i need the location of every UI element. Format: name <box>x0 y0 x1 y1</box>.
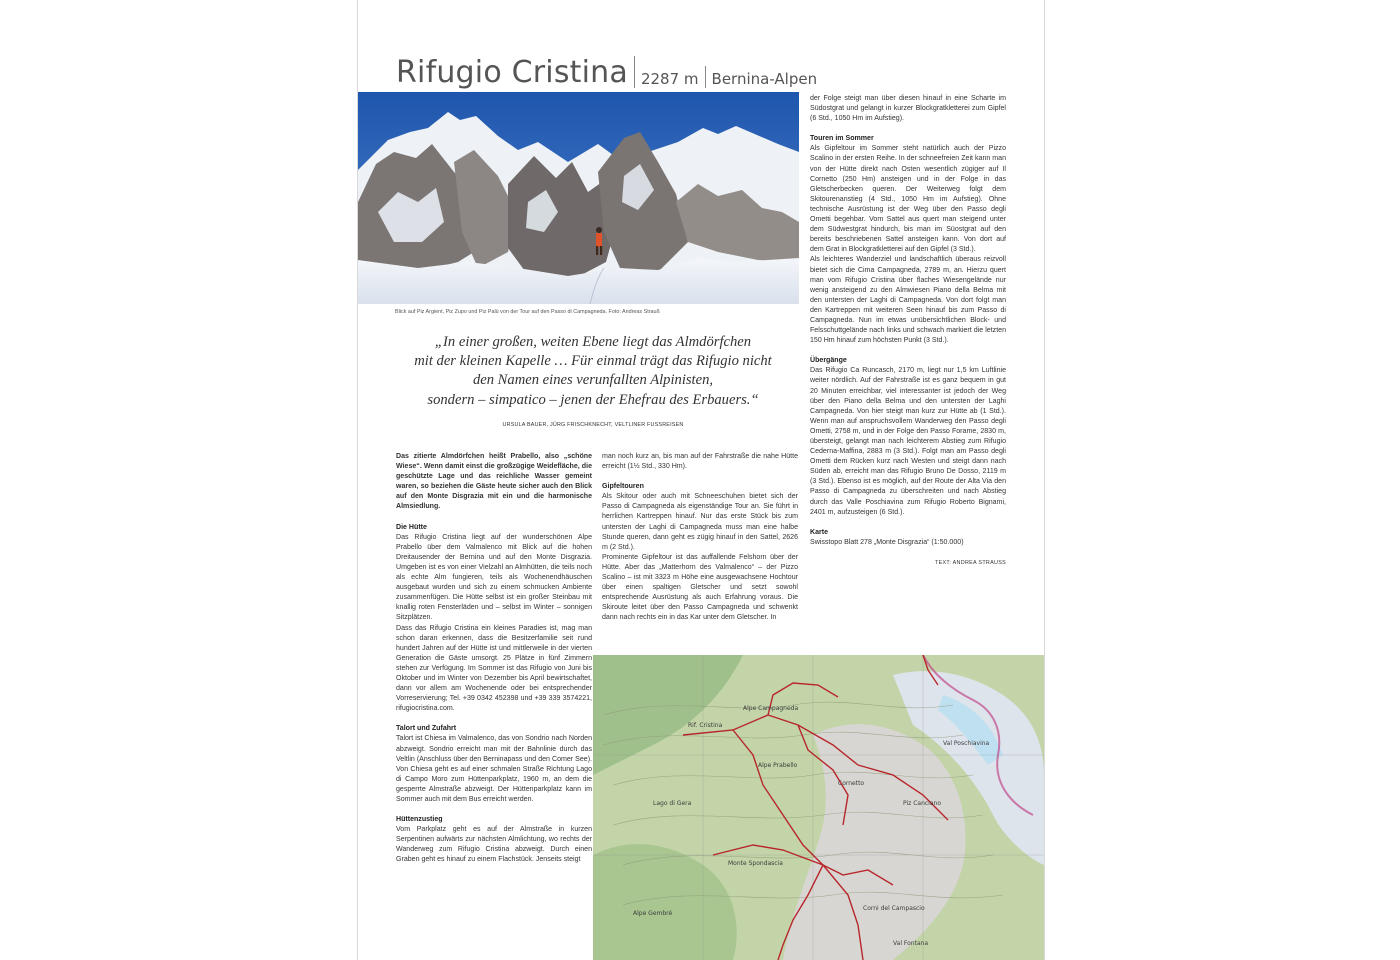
text-credit: TEXT: ANDREA STRAUSS <box>934 559 1006 566</box>
page-title: Rifugio Cristina <box>396 55 628 90</box>
body-paragraph: Als Gipfeltour im Sommer steht natürlich auch der Pizzo Scalino in der ersten Reihe. In der schneefreien Zeit kann man von der Hütte direkt nach Osten wesentlich zügiger auf Il Cornetto (250 Hm) ansteigen und in der Folge in das Gletscherbecken queren. Der Weiterweg folgt dem Skitourenanstieg (4 Std., 1050 Hm im Aufstieg). Ohne technische Ausrüstung ist der Weg über den Passo degli Ometti begehbar. Vom Sattel aus quert man steigend unter dem Südwestgrat hindurch, bis man im Süostgrat auf den bereits beschriebenen Sattel ansteigen kann. Von dort auf dem Grat in Blockgratkletterei auf den Gipfel (3 Std.). <box>810 145 1006 254</box>
quote-line: „In einer großen, weiten Ebene liegt das Almdörfchen <box>434 334 752 350</box>
map-label: Alpe Prabello <box>758 762 798 769</box>
body-paragraph: Als leichteres Wanderziel und landschaftlich überaus reizvoll bietet sich die Cima Campagneda, 2789 m, an. Hierzu quert man vom Rifugio Cristina über flaches Wiesengelände nur wenig ansteigend zu den Almwiesen Piano della Belma mit den untersten der Laghi di Campagneda. Von dort folgt man den Kartreppen mit weiteren Seen hinauf bis zum Passo di Campagneda. Nun im etwas unübersichtlichen Block- und Felsschuttgelände nach links und schwach markiert die letzten 150 Hm hinauf zum höchsten Punkt (3 Std.). <box>810 256 1006 345</box>
region-label: Bernina-Alpen <box>711 70 818 88</box>
section-heading: Karte <box>810 528 829 536</box>
map-label: Val Fontana <box>893 940 929 947</box>
text-column-2 <box>602 452 798 624</box>
map-label: Val Poschiavina <box>943 740 990 747</box>
text-column-1 <box>396 452 592 866</box>
body-paragraph: Talort ist Chiesa im Valmalenco, das von Sondrio nach Norden abzweigt. Sondrio erreicht man mit der Bahnlinie durch das Veltlin (Anschluss über den Berninapass und den Comer See). Von Chiesa geht es auf einer schmalen Straße Richtung Lago di Campo Moro zum Hüttenparkplatz, 1960 m, an dem die gesperrte Almstraße abzweigt. Der Hüttenparkplatz kann im Sommer auch mit dem Bus erreicht werden. <box>396 735 592 803</box>
section-heading: Gipfeltouren <box>602 483 644 491</box>
body-paragraph: Dass das Rifugio Cristina ein kleines Paradies ist, mag man schon daran erkennen, dass die Besitzerfamilie seit rund hundert Jahren auf der Hütte ist und mittlerweile in der vierten Generation die Gäste umsorgt. 25 Plätze in fünf Zimmern stehen zur Verfügung. Im Sommer ist das Rifugio von Juni bis Oktober und im Winter von Dezember bis April bewirtschaftet, dann vor allem am Wochenende oder bei entsprechender Vorreservierung; Tel. +39 0342 452398 und +39 339 3574221, rifugiocristina.com. <box>396 624 592 713</box>
title-divider <box>705 66 706 88</box>
map-label: Piz Canciano <box>903 800 941 807</box>
quote-line: den Namen eines verunfallten Alpinisten, <box>472 372 714 389</box>
map-label: Lago di Gera <box>653 800 692 807</box>
page-header <box>396 46 817 90</box>
body-paragraph: Swisstopo Blatt 278 „Monte Disgrazia“ (1:50.000) <box>810 538 964 546</box>
body-paragraph: Vom Parkplatz geht es auf der Almstraße in kurzen Serpentinen aufwärts zur nächsten Almlichtung, wo rechts der Wanderweg zum Rifugio Cristina abzweigt. Durch einen Graben geht es hinauf zu einem Flachstück. Jenseits steigt <box>396 826 592 864</box>
mountain-photo <box>358 92 799 304</box>
title-divider <box>634 56 635 88</box>
section-heading: Die Hütte <box>396 523 427 531</box>
quote-line: mit der kleinen Kapelle … Für einmal trägt das Rifugio nicht <box>414 353 772 370</box>
body-paragraph: Das Rifugio Ca Runcasch, 2170 m, liegt nur 1,5 km Luftlinie weiter nördlich. Auf der Fahrstraße ist es ganz bequem in gut 20 Minuten erreichbar, viel interessanter ist jedoch der Weg über den Piano della Belma und den untersten der Laghi Campagneda. Von hier steigt man kurz zur Hütte ab (1 Std.). Wenn man auf anspruchsvollem Wanderweg den Passo degli Ometti, 2758 m, und in der Folge den Passo Forame, 2830 m, übersteigt, gelangt man nach leichterem Abstieg zum Rifugio Cederna-Maffina, 2883 m (3 Std.). Folgt man am Passo degli Ometti dem Rücken kurz nach Westen und steigt dann nach Süden ab, erreicht man das Rifugio Bruno De Dosso, 2119 m (3 Std.). Ebenso ist es möglich, auf der Route der Alta Via den Passo di Campagneda zu überschreiten und nach Abstieg durch das Valle Poschiavina zum Rifugio Roberto Bignami, 2401 m, aufzusteigen (6 Std.). <box>810 367 1006 516</box>
altitude-label: 2287 m <box>640 70 699 88</box>
map-label: Rif. Cristina <box>688 722 723 729</box>
map-label: Alpe Campagneda <box>743 705 799 712</box>
map-label: Monte Spondascia <box>728 860 783 867</box>
section-heading: Touren im Sommer <box>810 135 874 143</box>
map-label: Corni del Campascio <box>863 905 925 912</box>
magazine-page <box>357 0 1045 960</box>
map-label: Cornetto <box>838 780 865 787</box>
body-paragraph: der Folge steigt man über diesen hinauf in eine Scharte im Südostgrat und gelangt in kurzer Blockgratkletterei zum Gipfel (6 Std., 1050 Hm im Aufstieg). <box>810 95 1006 123</box>
section-heading: Talort und Zufahrt <box>396 725 457 733</box>
lead-paragraph: Das zitierte Almdörfchen heißt Prabello, also „schöne Wiese“. Wenn damit einst die großzügige Weidefläche, die geschützte Lage und das reichliche Wasser gemeint waren, so beziehen die Gäste heute sicher auch den Blick auf den Monte Disgrazia mit ein und die harmonische Almsiedlung. <box>396 453 592 511</box>
text-column-3 <box>810 94 1006 568</box>
body-paragraph: Das Rifugio Cristina liegt auf der wunderschönen Alpe Prabello über dem Valmalenco mit Blick auf die hohen Dreitausender der Bernina und auf den Monte Disgrazia. Umgeben ist es von einer Vielzahl an Almhütten, die teils noch als echte Alm fungieren, teils als Wochenendhäuschen ausgebaut wurden und sich zu einem schmucken Ambiente zusammenfügen. Die Hütte selbst ist ein großer Steinbau mit knallig roten Fensterläden und – selbst im Winter – sonnigen Sitzplätzen. <box>396 533 592 622</box>
quote-line: sondern – simpatico – jenen der Ehefrau des Erbauers.“ <box>427 391 759 408</box>
topographic-map <box>593 655 1044 960</box>
section-heading: Hüttenzustieg <box>396 816 443 824</box>
map-label: Alpe Gembré <box>633 910 673 917</box>
pull-quote <box>378 333 808 410</box>
quote-author: URSULA BAUER, JÜRG FRISCHKNECHT, VELTLINER FUSSREISEN <box>502 422 684 428</box>
body-paragraph: Als Skitour oder auch mit Schneeschuhen bietet sich der Passo di Campagneda als eigenständige Tour an. Sie führt in herrlichen Kartreppen hinauf. Nur das erste Stück bis zum untersten der Laghi di Campagneda muss man eine halbe Stunde queren, dann geht es zügig hinauf in den Sattel, 2626 m (2 Std.). <box>602 493 798 551</box>
photo-caption: Blick auf Piz Argient, Piz Zupo und Piz Palü von der Tour auf den Passo di Campagneda. Foto: Andreas Strauß <box>395 309 660 315</box>
body-paragraph: man noch kurz an, bis man auf der Fahrstraße die nahe Hütte erreicht (1½ Std., 330 Hm). <box>602 453 798 471</box>
section-heading: Übergänge <box>810 357 847 365</box>
body-paragraph: Prominente Gipfeltour ist das auffallende Felshorn über der Hütte. Aber das „Matterhorn des Valmalenco“ – der Pizzo Scalino – ist mit 3323 m Höhe eine ausgewachsene Hochtour über einen spaltigen Gletscher und setzt sowohl entsprechende Ausrüstung als auch Erfahrung voraus. Die Skiroute leitet über den Passo Campagneda und schwenkt dann nach rechts ein in das Kar unter dem Gletscher. In <box>602 553 798 622</box>
